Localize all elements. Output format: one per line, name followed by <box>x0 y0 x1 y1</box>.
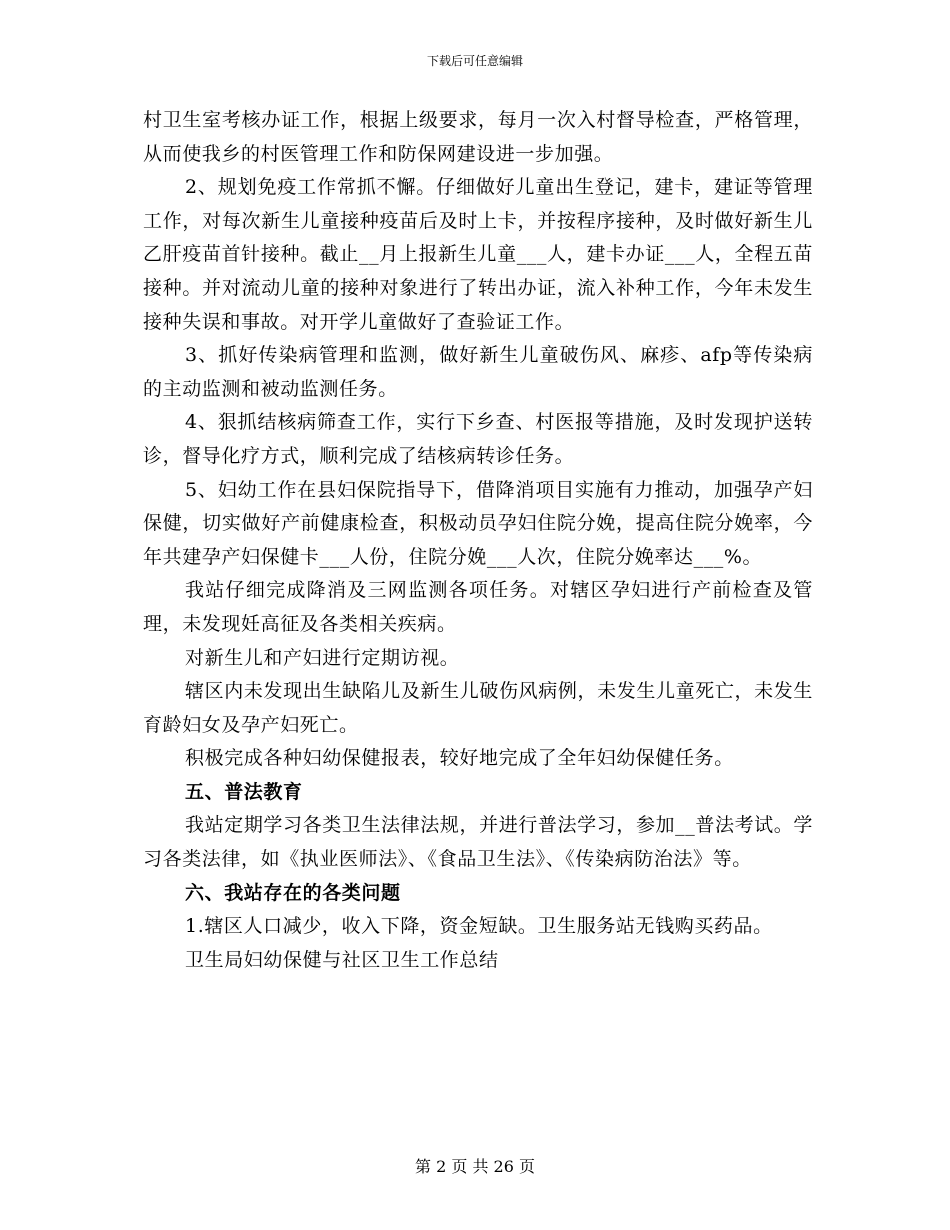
paragraph: 辖区内未发现出生缺陷儿及新生儿破伤风病例，未发生儿童死亡，未发生育龄妇女及孕产妇死亡。 <box>143 680 813 736</box>
paragraph: 3、抓好传染病管理和监测，做好新生儿童破伤风、麻疹、afp等传染病的主动监测和被动监测任务。 <box>143 344 813 400</box>
paragraph: 我站仔细完成降消及三网监测各项任务。对辖区孕妇进行产前检查及管理，未发现妊高征及各类相关疾病。 <box>143 579 813 635</box>
section-heading: 六、我站存在的各类问题 <box>185 881 401 904</box>
paragraph: 积极完成各种妇幼保健报表，较好地完成了全年妇幼保健任务。 <box>185 747 734 770</box>
paragraph: 5、妇幼工作在县妇保院指导下，借降消项目实施有力推动，加强孕产妇保健，切实做好产前健康检查，积极动员孕妇住院分娩，提高住院分娩率，今年共建孕产妇保健卡___人份，住院分娩___人次，住院分娩率达___%。 <box>143 478 813 568</box>
page-number-footer: 第 2 页 共 26 页 <box>415 1157 535 1176</box>
page-header: 下载后可任意编辑 <box>426 54 523 68</box>
paragraph: 卫生局妇幼保健与社区卫生工作总结 <box>185 948 499 971</box>
paragraph: 我站定期学习各类卫生法律法规，并进行普法学习，参加__普法考试。学习各类法律，如《执业医师法》、《食品卫生法》、《传染病防治法》等。 <box>143 814 813 871</box>
paragraph: 4、狠抓结核病筛查工作，实行下乡查、村医报等措施，及时发现护送转诊，督导化疗方式，顺利完成了结核病转诊任务。 <box>143 411 813 467</box>
paragraph: 1.辖区人口减少，收入下降，资金短缺。卫生服务站无钱购买药品。 <box>185 915 773 938</box>
document-body <box>143 104 813 977</box>
paragraph: 村卫生室考核办证工作，根据上级要求，每月一次入村督导检查，严格管理，从而使我乡的村医管理工作和防保网建设进一步加强。 <box>143 109 813 165</box>
section-heading: 五、普法教育 <box>185 780 303 803</box>
paragraph: 对新生儿和产妇进行定期访视。 <box>185 646 460 669</box>
paragraph: 2、规划免疫工作常抓不懈。仔细做好儿童出生登记，建卡，建证等管理工作，对每次新生儿童接种疫苗后及时上卡，并按程序接种，及时做好新生儿乙肝疫苗首针接种。截止__月上报新生儿童___人，建卡办证___人，全程五苗接种。并对流动儿童的接种对象进行了转出办证，流入补种工作，今年未发生接种失误和事故。对开学儿童做好了查验证工作。 <box>143 176 813 333</box>
